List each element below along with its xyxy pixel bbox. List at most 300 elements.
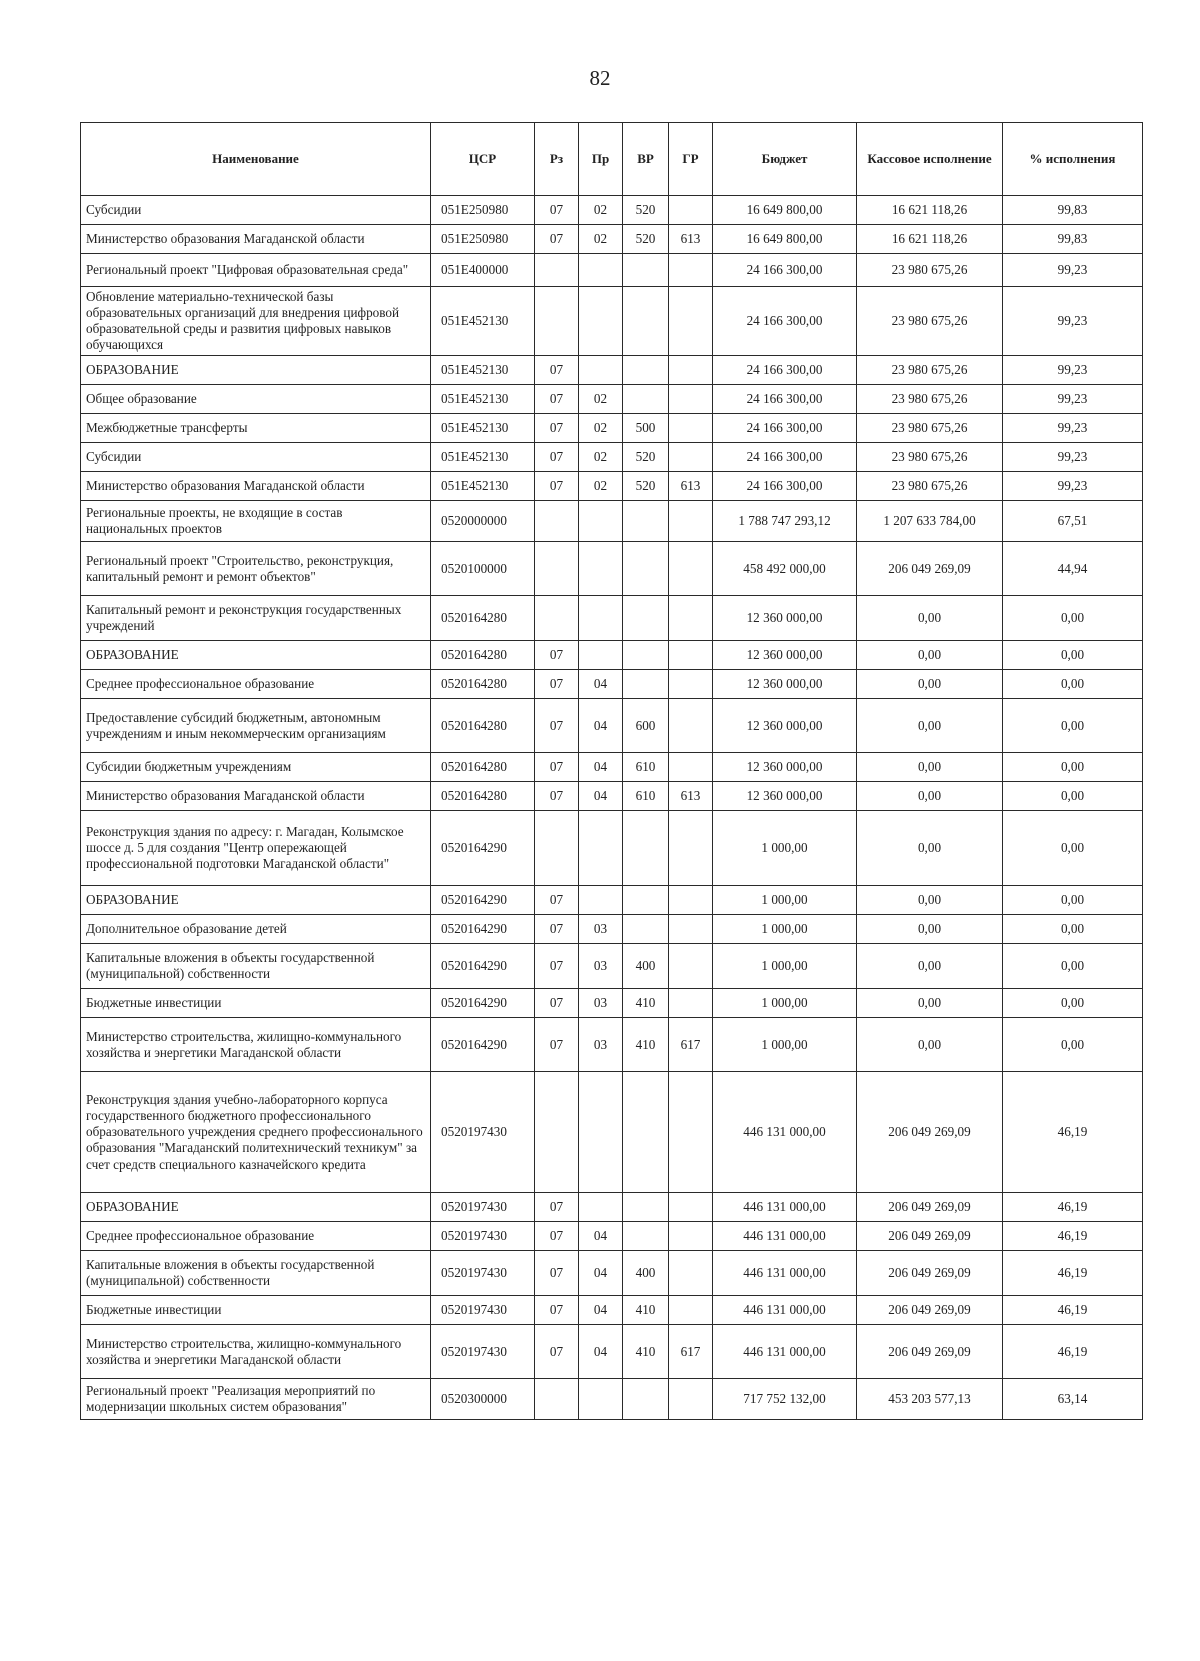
row-section: 07 xyxy=(535,1222,579,1251)
row-section: 07 xyxy=(535,1193,579,1222)
row-subsection xyxy=(579,542,623,596)
row-cash-execution: 0,00 xyxy=(857,1018,1003,1072)
row-name: Министерство образования Магаданской области xyxy=(81,225,431,254)
row-budget: 12 360 000,00 xyxy=(713,782,857,811)
row-budget: 16 649 800,00 xyxy=(713,196,857,225)
row-budget: 446 131 000,00 xyxy=(713,1296,857,1325)
row-budget: 24 166 300,00 xyxy=(713,356,857,385)
row-subsection: 02 xyxy=(579,472,623,501)
row-execution-percent: 63,14 xyxy=(1003,1379,1143,1420)
table-row xyxy=(81,443,1143,472)
row-subsection: 02 xyxy=(579,414,623,443)
row-csr-code: 0520164290 xyxy=(431,915,535,944)
row-subsection: 02 xyxy=(579,443,623,472)
row-name: Предоставление субсидий бюджетным, автономным учреждениям и иным некоммерческим организациям xyxy=(81,699,431,753)
row-execution-percent: 0,00 xyxy=(1003,782,1143,811)
row-admin-code: 617 xyxy=(669,1018,713,1072)
row-budget: 24 166 300,00 xyxy=(713,254,857,287)
row-cash-execution: 1 207 633 784,00 xyxy=(857,501,1003,542)
row-budget: 1 000,00 xyxy=(713,1018,857,1072)
header-vr: ВР xyxy=(623,123,669,196)
row-name: Обновление материально-технической базы образовательных организаций для внедрения цифровой образовательной среды и развития цифровых навыков обучающихся xyxy=(81,287,431,356)
row-csr-code: 0520197430 xyxy=(431,1296,535,1325)
row-csr-code: 051E452130 xyxy=(431,356,535,385)
table-row xyxy=(81,287,1143,356)
row-csr-code: 0520000000 xyxy=(431,501,535,542)
row-expense-type: 520 xyxy=(623,472,669,501)
row-subsection xyxy=(579,1193,623,1222)
row-name: Министерство образования Магаданской области xyxy=(81,782,431,811)
row-budget: 1 000,00 xyxy=(713,811,857,886)
row-admin-code xyxy=(669,596,713,641)
row-execution-percent: 46,19 xyxy=(1003,1222,1143,1251)
table-row xyxy=(81,1193,1143,1222)
row-admin-code xyxy=(669,944,713,989)
row-admin-code xyxy=(669,915,713,944)
row-csr-code: 051E452130 xyxy=(431,385,535,414)
row-section: 07 xyxy=(535,1251,579,1296)
row-subsection: 02 xyxy=(579,196,623,225)
row-name: Капитальные вложения в объекты государственной (муниципальной) собственности xyxy=(81,1251,431,1296)
row-section: 07 xyxy=(535,225,579,254)
row-cash-execution: 0,00 xyxy=(857,753,1003,782)
header-execution-percent: % исполнения xyxy=(1003,123,1143,196)
row-cash-execution: 23 980 675,26 xyxy=(857,385,1003,414)
table-row xyxy=(81,915,1143,944)
row-subsection xyxy=(579,596,623,641)
row-csr-code: 0520164280 xyxy=(431,670,535,699)
row-csr-code: 0520197430 xyxy=(431,1193,535,1222)
row-admin-code xyxy=(669,254,713,287)
row-cash-execution: 206 049 269,09 xyxy=(857,1072,1003,1193)
budget-execution-table xyxy=(80,122,1143,1420)
row-cash-execution: 0,00 xyxy=(857,811,1003,886)
row-admin-code xyxy=(669,1379,713,1420)
row-expense-type: 600 xyxy=(623,699,669,753)
row-section xyxy=(535,596,579,641)
row-name: Министерство строительства, жилищно-коммунального хозяйства и энергетики Магаданской области xyxy=(81,1325,431,1379)
row-budget: 24 166 300,00 xyxy=(713,472,857,501)
row-csr-code: 0520300000 xyxy=(431,1379,535,1420)
row-execution-percent: 99,23 xyxy=(1003,287,1143,356)
row-subsection: 03 xyxy=(579,989,623,1018)
row-name: Межбюджетные трансферты xyxy=(81,414,431,443)
row-execution-percent: 0,00 xyxy=(1003,1018,1143,1072)
row-section: 07 xyxy=(535,1325,579,1379)
row-subsection xyxy=(579,501,623,542)
table-row xyxy=(81,944,1143,989)
row-execution-percent: 99,23 xyxy=(1003,356,1143,385)
row-name: Бюджетные инвестиции xyxy=(81,989,431,1018)
row-subsection: 04 xyxy=(579,782,623,811)
row-section: 07 xyxy=(535,385,579,414)
row-expense-type xyxy=(623,385,669,414)
row-expense-type: 410 xyxy=(623,989,669,1018)
table-row xyxy=(81,753,1143,782)
row-expense-type xyxy=(623,596,669,641)
row-csr-code: 0520164290 xyxy=(431,989,535,1018)
row-subsection: 04 xyxy=(579,670,623,699)
row-csr-code: 051E400000 xyxy=(431,254,535,287)
row-budget: 446 131 000,00 xyxy=(713,1325,857,1379)
row-cash-execution: 206 049 269,09 xyxy=(857,542,1003,596)
row-budget: 446 131 000,00 xyxy=(713,1072,857,1193)
table-row xyxy=(81,196,1143,225)
row-admin-code: 613 xyxy=(669,472,713,501)
table-row xyxy=(81,542,1143,596)
row-execution-percent: 46,19 xyxy=(1003,1251,1143,1296)
row-name: Региональный проект "Цифровая образовательная среда" xyxy=(81,254,431,287)
row-cash-execution: 0,00 xyxy=(857,782,1003,811)
row-budget: 1 000,00 xyxy=(713,886,857,915)
row-section: 07 xyxy=(535,443,579,472)
row-budget: 446 131 000,00 xyxy=(713,1193,857,1222)
row-subsection xyxy=(579,886,623,915)
row-csr-code: 0520164280 xyxy=(431,596,535,641)
row-cash-execution: 23 980 675,26 xyxy=(857,443,1003,472)
row-section: 07 xyxy=(535,1296,579,1325)
row-admin-code: 613 xyxy=(669,782,713,811)
row-subsection: 04 xyxy=(579,1296,623,1325)
row-section: 07 xyxy=(535,196,579,225)
row-execution-percent: 46,19 xyxy=(1003,1193,1143,1222)
row-csr-code: 0520197430 xyxy=(431,1325,535,1379)
row-name: ОБРАЗОВАНИЕ xyxy=(81,356,431,385)
row-csr-code: 051E250980 xyxy=(431,196,535,225)
row-expense-type xyxy=(623,254,669,287)
row-expense-type: 610 xyxy=(623,753,669,782)
row-csr-code: 0520164290 xyxy=(431,944,535,989)
row-csr-code: 0520197430 xyxy=(431,1222,535,1251)
row-csr-code: 0520164290 xyxy=(431,1018,535,1072)
header-gr: ГР xyxy=(669,123,713,196)
row-admin-code xyxy=(669,989,713,1018)
row-admin-code xyxy=(669,886,713,915)
row-csr-code: 0520164280 xyxy=(431,699,535,753)
row-section: 07 xyxy=(535,944,579,989)
row-subsection: 04 xyxy=(579,1222,623,1251)
row-subsection: 04 xyxy=(579,1251,623,1296)
row-section xyxy=(535,1072,579,1193)
row-section: 07 xyxy=(535,915,579,944)
row-name: Субсидии xyxy=(81,443,431,472)
table-row xyxy=(81,1296,1143,1325)
row-section: 07 xyxy=(535,356,579,385)
row-admin-code xyxy=(669,811,713,886)
page-number: 82 xyxy=(589,66,611,90)
row-expense-type: 520 xyxy=(623,225,669,254)
row-execution-percent: 99,83 xyxy=(1003,225,1143,254)
row-budget: 717 752 132,00 xyxy=(713,1379,857,1420)
header-name: Наименование xyxy=(81,123,431,196)
row-admin-code xyxy=(669,196,713,225)
table-header xyxy=(81,123,1143,196)
row-section xyxy=(535,811,579,886)
row-expense-type: 400 xyxy=(623,1251,669,1296)
row-budget: 24 166 300,00 xyxy=(713,414,857,443)
row-expense-type xyxy=(623,915,669,944)
row-cash-execution: 0,00 xyxy=(857,944,1003,989)
row-budget: 24 166 300,00 xyxy=(713,287,857,356)
row-csr-code: 051E452130 xyxy=(431,472,535,501)
row-name: Капитальные вложения в объекты государственной (муниципальной) собственности xyxy=(81,944,431,989)
table-row xyxy=(81,414,1143,443)
row-expense-type xyxy=(623,1222,669,1251)
row-execution-percent: 0,00 xyxy=(1003,596,1143,641)
row-cash-execution: 206 049 269,09 xyxy=(857,1251,1003,1296)
row-name: ОБРАЗОВАНИЕ xyxy=(81,886,431,915)
row-csr-code: 0520164280 xyxy=(431,753,535,782)
row-cash-execution: 0,00 xyxy=(857,915,1003,944)
table-row xyxy=(81,641,1143,670)
row-name: ОБРАЗОВАНИЕ xyxy=(81,641,431,670)
header-rz: Рз xyxy=(535,123,579,196)
row-budget: 446 131 000,00 xyxy=(713,1251,857,1296)
row-section xyxy=(535,542,579,596)
row-cash-execution: 0,00 xyxy=(857,596,1003,641)
row-expense-type: 520 xyxy=(623,443,669,472)
row-execution-percent: 99,83 xyxy=(1003,196,1143,225)
table-row xyxy=(81,670,1143,699)
row-name: Капитальный ремонт и реконструкция государственных учреждений xyxy=(81,596,431,641)
table-row xyxy=(81,225,1143,254)
row-execution-percent: 0,00 xyxy=(1003,886,1143,915)
row-subsection: 03 xyxy=(579,915,623,944)
row-name: Бюджетные инвестиции xyxy=(81,1296,431,1325)
row-execution-percent: 99,23 xyxy=(1003,472,1143,501)
row-expense-type: 610 xyxy=(623,782,669,811)
row-cash-execution: 16 621 118,26 xyxy=(857,225,1003,254)
row-csr-code: 051E452130 xyxy=(431,414,535,443)
header-budget: Бюджет xyxy=(713,123,857,196)
row-section: 07 xyxy=(535,414,579,443)
row-section: 07 xyxy=(535,699,579,753)
row-csr-code: 0520197430 xyxy=(431,1251,535,1296)
table-row xyxy=(81,501,1143,542)
row-cash-execution: 0,00 xyxy=(857,886,1003,915)
row-name: Министерство образования Магаданской области xyxy=(81,472,431,501)
row-name: Региональный проект "Реализация мероприятий по модернизации школьных систем образования" xyxy=(81,1379,431,1420)
row-cash-execution: 23 980 675,26 xyxy=(857,414,1003,443)
row-expense-type xyxy=(623,287,669,356)
row-budget: 12 360 000,00 xyxy=(713,596,857,641)
row-admin-code xyxy=(669,385,713,414)
row-execution-percent: 0,00 xyxy=(1003,670,1143,699)
row-section: 07 xyxy=(535,753,579,782)
row-expense-type xyxy=(623,501,669,542)
table-row xyxy=(81,989,1143,1018)
row-admin-code xyxy=(669,699,713,753)
row-name: Субсидии бюджетным учреждениям xyxy=(81,753,431,782)
row-admin-code xyxy=(669,1072,713,1193)
row-expense-type xyxy=(623,886,669,915)
row-admin-code: 613 xyxy=(669,225,713,254)
row-section: 07 xyxy=(535,641,579,670)
row-cash-execution: 0,00 xyxy=(857,989,1003,1018)
row-expense-type: 500 xyxy=(623,414,669,443)
row-execution-percent: 0,00 xyxy=(1003,989,1143,1018)
row-csr-code: 051E250980 xyxy=(431,225,535,254)
row-admin-code xyxy=(669,287,713,356)
row-name: Среднее профессиональное образование xyxy=(81,1222,431,1251)
row-budget: 1 000,00 xyxy=(713,944,857,989)
row-admin-code: 617 xyxy=(669,1325,713,1379)
header-csr: ЦСР xyxy=(431,123,535,196)
row-section: 07 xyxy=(535,989,579,1018)
row-subsection: 04 xyxy=(579,699,623,753)
row-name: Общее образование xyxy=(81,385,431,414)
row-cash-execution: 206 049 269,09 xyxy=(857,1296,1003,1325)
row-cash-execution: 0,00 xyxy=(857,699,1003,753)
row-csr-code: 051E452130 xyxy=(431,287,535,356)
table-row xyxy=(81,1251,1143,1296)
header-pr: Пр xyxy=(579,123,623,196)
row-budget: 1 788 747 293,12 xyxy=(713,501,857,542)
row-name: Региональные проекты, не входящие в состав национальных проектов xyxy=(81,501,431,542)
row-name: Региональный проект "Строительство, реконструкция, капитальный ремонт и ремонт объектов" xyxy=(81,542,431,596)
row-cash-execution: 453 203 577,13 xyxy=(857,1379,1003,1420)
row-section xyxy=(535,254,579,287)
row-name: Субсидии xyxy=(81,196,431,225)
row-section xyxy=(535,287,579,356)
row-csr-code: 0520197430 xyxy=(431,1072,535,1193)
row-cash-execution: 23 980 675,26 xyxy=(857,472,1003,501)
row-section xyxy=(535,1379,579,1420)
row-name: Среднее профессиональное образование xyxy=(81,670,431,699)
table-row xyxy=(81,385,1143,414)
row-execution-percent: 99,23 xyxy=(1003,443,1143,472)
row-csr-code: 0520164280 xyxy=(431,641,535,670)
row-budget: 12 360 000,00 xyxy=(713,641,857,670)
row-subsection xyxy=(579,1379,623,1420)
row-cash-execution: 23 980 675,26 xyxy=(857,356,1003,385)
row-admin-code xyxy=(669,1193,713,1222)
row-admin-code xyxy=(669,753,713,782)
row-section: 07 xyxy=(535,782,579,811)
row-cash-execution: 23 980 675,26 xyxy=(857,287,1003,356)
row-expense-type: 410 xyxy=(623,1018,669,1072)
table-row xyxy=(81,699,1143,753)
row-cash-execution: 16 621 118,26 xyxy=(857,196,1003,225)
table-row xyxy=(81,782,1143,811)
row-budget: 16 649 800,00 xyxy=(713,225,857,254)
row-execution-percent: 99,23 xyxy=(1003,385,1143,414)
row-csr-code: 0520100000 xyxy=(431,542,535,596)
row-execution-percent: 0,00 xyxy=(1003,811,1143,886)
row-subsection xyxy=(579,254,623,287)
row-expense-type xyxy=(623,641,669,670)
row-expense-type xyxy=(623,1379,669,1420)
row-subsection xyxy=(579,356,623,385)
row-csr-code: 051E452130 xyxy=(431,443,535,472)
table-row xyxy=(81,811,1143,886)
row-subsection xyxy=(579,811,623,886)
table-row xyxy=(81,1325,1143,1379)
row-expense-type: 400 xyxy=(623,944,669,989)
row-cash-execution: 0,00 xyxy=(857,670,1003,699)
row-execution-percent: 46,19 xyxy=(1003,1296,1143,1325)
row-admin-code xyxy=(669,443,713,472)
row-csr-code: 0520164290 xyxy=(431,811,535,886)
table-row xyxy=(81,1072,1143,1193)
row-execution-percent: 0,00 xyxy=(1003,915,1143,944)
row-admin-code xyxy=(669,1251,713,1296)
row-expense-type: 410 xyxy=(623,1296,669,1325)
row-cash-execution: 206 049 269,09 xyxy=(857,1325,1003,1379)
row-execution-percent: 0,00 xyxy=(1003,944,1143,989)
row-execution-percent: 0,00 xyxy=(1003,641,1143,670)
row-execution-percent: 46,19 xyxy=(1003,1325,1143,1379)
row-budget: 1 000,00 xyxy=(713,989,857,1018)
row-expense-type xyxy=(623,356,669,385)
row-expense-type xyxy=(623,1072,669,1193)
row-admin-code xyxy=(669,641,713,670)
row-budget: 24 166 300,00 xyxy=(713,385,857,414)
row-execution-percent: 44,94 xyxy=(1003,542,1143,596)
row-execution-percent: 99,23 xyxy=(1003,254,1143,287)
row-budget: 12 360 000,00 xyxy=(713,699,857,753)
row-execution-percent: 99,23 xyxy=(1003,414,1143,443)
row-budget: 24 166 300,00 xyxy=(713,443,857,472)
row-budget: 458 492 000,00 xyxy=(713,542,857,596)
header-cash-execution: Кассовое исполнение xyxy=(857,123,1003,196)
table-row xyxy=(81,886,1143,915)
row-expense-type xyxy=(623,542,669,596)
table-row xyxy=(81,1379,1143,1420)
row-admin-code xyxy=(669,501,713,542)
row-subsection: 04 xyxy=(579,753,623,782)
row-execution-percent: 46,19 xyxy=(1003,1072,1143,1193)
row-expense-type: 410 xyxy=(623,1325,669,1379)
row-budget: 1 000,00 xyxy=(713,915,857,944)
row-subsection: 02 xyxy=(579,385,623,414)
row-budget: 446 131 000,00 xyxy=(713,1222,857,1251)
row-expense-type: 520 xyxy=(623,196,669,225)
row-cash-execution: 206 049 269,09 xyxy=(857,1222,1003,1251)
row-section xyxy=(535,501,579,542)
row-admin-code xyxy=(669,670,713,699)
row-csr-code: 0520164290 xyxy=(431,886,535,915)
row-subsection xyxy=(579,1072,623,1193)
row-subsection: 03 xyxy=(579,944,623,989)
row-expense-type xyxy=(623,811,669,886)
row-subsection: 03 xyxy=(579,1018,623,1072)
row-cash-execution: 206 049 269,09 xyxy=(857,1193,1003,1222)
row-section: 07 xyxy=(535,472,579,501)
table-row xyxy=(81,1222,1143,1251)
row-subsection: 04 xyxy=(579,1325,623,1379)
row-name: ОБРАЗОВАНИЕ xyxy=(81,1193,431,1222)
row-subsection xyxy=(579,287,623,356)
table-row xyxy=(81,254,1143,287)
row-subsection xyxy=(579,641,623,670)
row-admin-code xyxy=(669,1296,713,1325)
row-expense-type xyxy=(623,670,669,699)
row-budget: 12 360 000,00 xyxy=(713,753,857,782)
table-row xyxy=(81,472,1143,501)
row-name: Реконструкция здания по адресу: г. Магадан, Колымское шоссе д. 5 для создания "Центр опережающей профессиональной подготовки Магаданской области" xyxy=(81,811,431,886)
row-csr-code: 0520164280 xyxy=(431,782,535,811)
row-admin-code xyxy=(669,1222,713,1251)
row-execution-percent: 0,00 xyxy=(1003,699,1143,753)
row-execution-percent: 67,51 xyxy=(1003,501,1143,542)
row-admin-code xyxy=(669,356,713,385)
row-section: 07 xyxy=(535,1018,579,1072)
table-body xyxy=(81,196,1143,1420)
row-budget: 12 360 000,00 xyxy=(713,670,857,699)
row-admin-code xyxy=(669,414,713,443)
row-execution-percent: 0,00 xyxy=(1003,753,1143,782)
